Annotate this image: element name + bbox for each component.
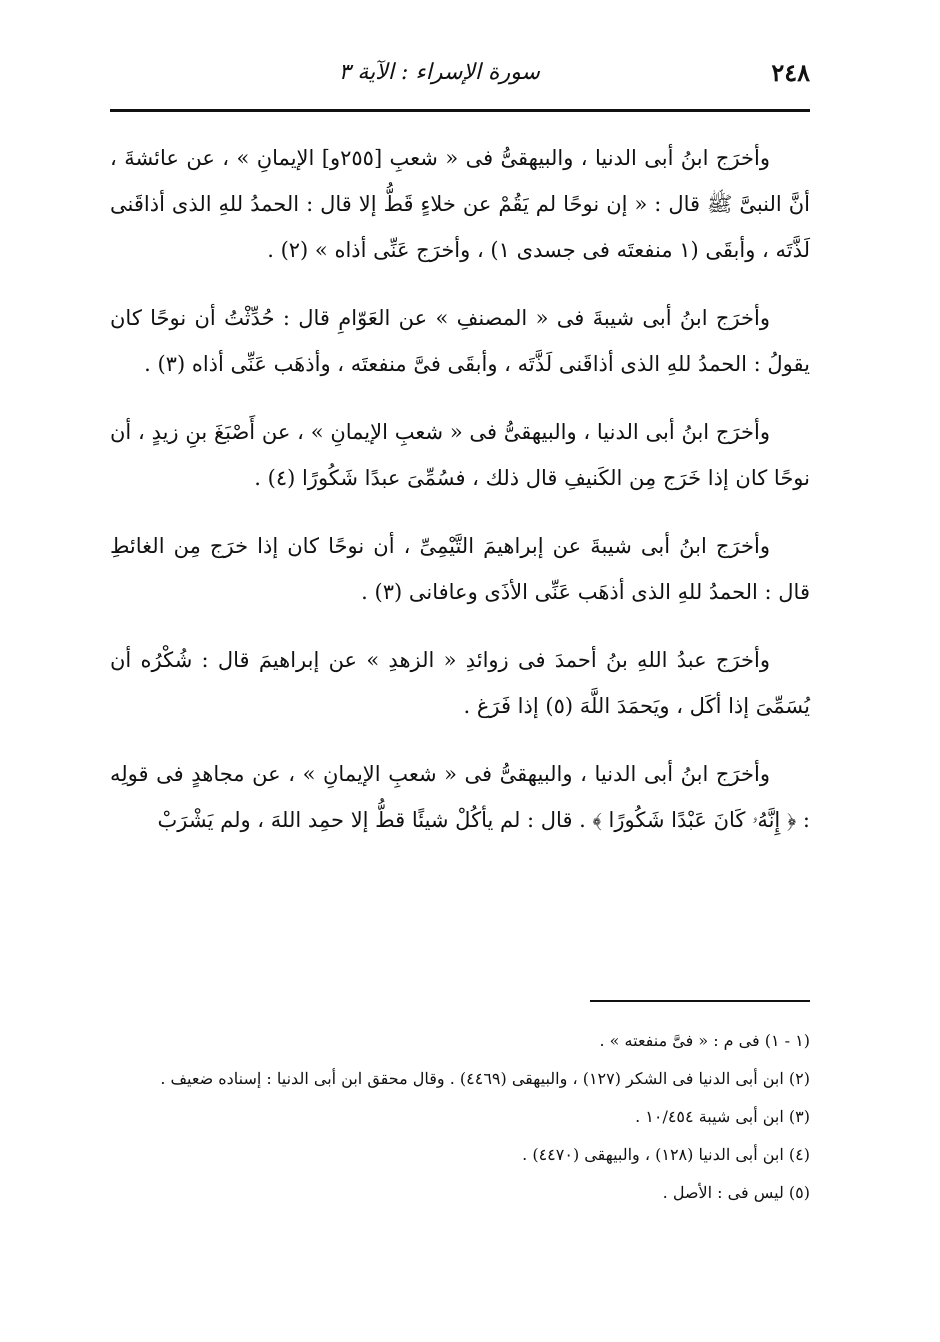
paragraph: وأخرَج ابنُ أبى شيبةَ فى « المصنفِ » عن العَوّامِ قال : حُدِّثْتُ أن نوحًا كان يقولُ : الحمدُ للهِ الذى أذاقَنى لَذَّتَه ، وأبقَى فىَّ منفعتَه ، وأذهَب عَنِّى أذاه (٣) . [110,306,810,376]
footnote: (٣) ابن أبى شيبة ١٠/٤٥٤ . [635,1107,810,1126]
paragraph: وأخرَج ابنُ أبى الدنيا ، والبيهقىُّ فى « شعبِ الإيمانِ » ، عن مجاهدٍ فى قولِه : ﴿ إِنَّهُۥ كَانَ عَبْدًا شَكُورًا ﴾ . قال : لم يأكُلْ شيئًا قطُّ إلا حمِد اللهَ ، ولم يَشْرَبْ [110,762,810,832]
footnote: (٤) ابن أبى الدنيا (١٢٨) ، والبيهقى (٤٤٧٠) . [522,1145,810,1164]
footnote: (١ - ١) فى م : « فىَّ منفعته » . [599,1031,810,1050]
running-title: سورة الإسراء : الآية ٣ [338,60,540,85]
page-header [110,58,810,98]
header-rule [110,109,810,112]
footnote-rule [590,1000,810,1002]
page-number: ٢٤٨ [771,58,810,87]
footnote: (٥) ليس فى : الأصل . [662,1183,810,1202]
footnotes [110,1022,810,1212]
footnote: (٢) ابن أبى الدنيا فى الشكر (١٢٧) ، والبيهقى (٤٤٦٩) . وقال محقق ابن أبى الدنيا : إسناده ضعيف . [160,1069,810,1088]
main-text [110,135,810,865]
paragraph: وأخرَج ابنُ أبى شيبةَ عن إبراهيمَ التَّيْمِىِّ ، أن نوحًا كان إذا خرَج مِن الغائطِ قال : الحمدُ للهِ الذى أذهَب عَنِّى الأذَى وعافانى (٣) . [110,534,810,604]
paragraph: وأخرَج ابنُ أبى الدنيا ، والبيهقىُّ فى « شعبِ الإيمانِ » ، عن أَصْبَغَ بنِ زيدٍ ، أن نوحًا كان إذا خَرَج مِن الكَنيفِ قال ذلك ، فسُمِّىَ عبدًا شَكُورًا (٤) . [110,420,810,490]
paragraph: وأخرَج ابنُ أبى الدنيا ، والبيهقىُّ فى « شعبِ [٢٥٥و] الإيمانِ » ، عن عائشةَ ، أنَّ النبىَّ ﷺ قال : « إن نوحًا لم يَقُمْ عن خلاءٍ قَطُّ إلا قال : الحمدُ للهِ الذى أذاقَنى لَذَّتَه ، وأبقَى (١ منفعتَه فى جسدى ١) ، وأخرَج عَنِّى أذاه » (٢) . [110,146,810,262]
paragraph: وأخرَج عبدُ اللهِ بنُ أحمدَ فى زوائدِ « الزهدِ » عن إبراهيمَ قال : شُكْرُه أن يُسَمِّىَ إذا أكَل ، ويَحمَدَ اللَّهَ (٥) إذا فَرَغ . [110,648,810,718]
